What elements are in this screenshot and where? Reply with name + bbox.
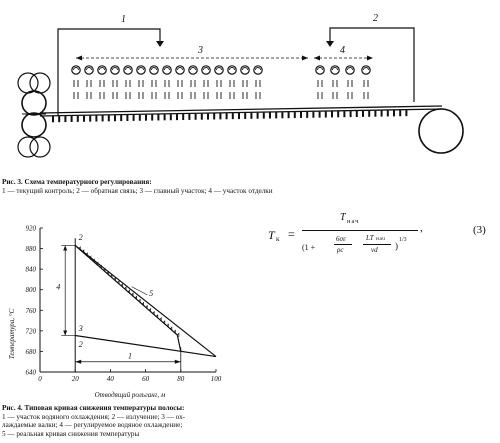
x-tick-label: 20: [71, 375, 79, 383]
lower-roller: [52, 116, 54, 122]
equation-3: [268, 210, 500, 270]
eq-main-fraction-bar: [302, 230, 418, 231]
y-tick-label: 920: [25, 224, 36, 233]
eq-equals: =: [288, 227, 295, 241]
sprayer-nozzle: [346, 66, 354, 99]
sprayer-nozzle: [124, 66, 132, 99]
curve-label-5: 5: [149, 288, 154, 298]
lower-roller: [126, 115, 128, 121]
sprayer-nozzle: [316, 66, 324, 99]
curve-label-4: 4: [56, 282, 61, 292]
lower-roller: [95, 116, 97, 122]
lower-roller: [133, 115, 135, 121]
x-tick-label: 100: [210, 375, 222, 383]
lower-roller: [151, 115, 153, 121]
x-tick-label: 80: [177, 375, 185, 383]
dimension-4-arrow-top: [63, 245, 67, 250]
eq-numerator-sub: нач: [347, 218, 360, 225]
lower-roller: [176, 114, 178, 120]
dimension-1-arrow-left: [75, 360, 81, 364]
eq-number: (3): [473, 224, 486, 236]
sprayer-nozzle: [228, 66, 236, 99]
lower-roller: [108, 115, 110, 121]
figure-3-caption-text: Схема температурного регулирования:: [24, 178, 152, 186]
eq-frac2-bar: [363, 244, 391, 245]
y-tick-label: 800: [25, 286, 36, 295]
sprayer-nozzle: [85, 66, 93, 99]
lower-roller: [275, 112, 277, 118]
lower-roller: [139, 115, 141, 121]
eq-comma: ,: [420, 222, 423, 234]
eq-exponent: 1/3: [399, 237, 407, 243]
lower-roller: [374, 111, 376, 117]
main-zone-label: 3: [198, 45, 203, 56]
temperature-control-schematic: [0, 0, 500, 178]
lower-roller: [319, 112, 321, 118]
lower-roller: [325, 112, 327, 118]
eq-lhs: T: [268, 228, 275, 242]
series-5-line: [75, 245, 181, 351]
figure-4-caption-line-3: 5 — реальная кривая снижения температуры: [2, 429, 140, 438]
water-sprayer-row: [72, 66, 370, 99]
sprayer-nozzle: [98, 66, 106, 99]
y-tick-label: 680: [25, 347, 36, 356]
figure-4-caption-line-2: лаждаемые валки; 4 — регулируемое водяное охлаждение;: [2, 421, 183, 430]
eq-frac2-den: vd: [371, 246, 378, 254]
lower-roller: [170, 114, 172, 120]
lower-roller: [195, 114, 197, 120]
eq-frac2-num: LT: [366, 234, 374, 242]
lower-roller: [399, 110, 401, 116]
lower-roller: [145, 115, 147, 121]
lower-roller: [182, 114, 184, 120]
lower-roller: [300, 112, 302, 118]
sprayer-nozzle: [362, 66, 370, 99]
chart-marks: [56, 233, 216, 372]
lower-roller: [114, 115, 116, 121]
sprayer-nozzle: [150, 66, 158, 99]
eq-den-open: (1 +: [302, 243, 316, 252]
sprayer-nozzle: [72, 66, 80, 99]
lower-roller: [219, 113, 221, 119]
lower-roller: [164, 114, 166, 120]
callout-1-label: 1: [121, 14, 126, 25]
lower-roller: [89, 116, 91, 122]
lower-roller: [405, 110, 407, 116]
y-tick-label: 720: [25, 327, 36, 336]
sprayer-nozzle: [189, 66, 197, 99]
lower-roller: [120, 115, 122, 121]
lower-roller: [83, 116, 85, 122]
lower-roller: [102, 115, 104, 121]
dimension-1-arrow-right: [175, 360, 181, 364]
lower-roller: [306, 112, 308, 118]
eq-frac1-num: 6σε: [336, 235, 346, 243]
series-2-line: [75, 245, 216, 356]
y-tick-label: 840: [25, 265, 36, 274]
figure-3-caption: [2, 178, 482, 195]
lower-roller: [368, 111, 370, 117]
lower-roller: [257, 113, 259, 119]
sprayer-nozzle: [111, 66, 119, 99]
figure-3-caption-title: Рис. 3.: [2, 178, 23, 186]
sprayer-nozzle: [215, 66, 223, 99]
lower-roller: [157, 114, 159, 120]
callout-2-label: 2: [373, 13, 378, 24]
curve-label-5-leader: [132, 287, 148, 295]
lower-roller: [238, 113, 240, 119]
figure-4-caption-text: Типовая кривая снижения температуры полосы:: [24, 404, 185, 412]
temperature-drop-chart: [0, 214, 240, 404]
figure-4-caption-title: Рис. 4.: [2, 404, 23, 412]
lower-roller: [294, 112, 296, 118]
sprayer-nozzle: [202, 66, 210, 99]
callout-1: [58, 14, 164, 116]
curve-label-2-lower: 2: [78, 339, 83, 349]
lower-roller: [381, 111, 383, 117]
y-axis-label: Температура, °С: [8, 308, 16, 360]
curve-label-3: 3: [78, 323, 83, 333]
x-axis-label: Отводящий рольганг, м: [94, 391, 166, 399]
lower-roller: [387, 110, 389, 116]
lower-roller: [244, 113, 246, 119]
finishing-zone-label: 4: [340, 45, 345, 56]
lower-roller: [226, 113, 228, 119]
lower-roller: [362, 111, 364, 117]
lower-roller: [250, 113, 252, 119]
lower-roller: [207, 114, 209, 120]
coiler-drum: [419, 109, 463, 153]
lower-roller: [350, 111, 352, 117]
x-tick-label: 60: [142, 375, 150, 383]
eq-den-close: ): [395, 241, 398, 251]
sprayer-nozzle: [137, 66, 145, 99]
lower-roller: [64, 116, 66, 122]
sprayer-nozzle: [241, 66, 249, 99]
dimension-4-arrow-bottom: [63, 330, 67, 335]
curve-label-2: 2: [78, 232, 83, 242]
figure-3-caption-legend: 1 — текущий контроль; 2 — обратная связь; 3 — главный участок; 4 — участок отделки: [2, 186, 273, 195]
lower-roller: [188, 114, 190, 120]
lower-roller: [288, 112, 290, 118]
finishing-zone-dimension: [314, 45, 373, 61]
lower-roller: [337, 111, 339, 117]
y-tick-label: 760: [25, 306, 36, 315]
eq-lhs-sub: к: [276, 235, 280, 243]
lower-roller: [331, 111, 333, 117]
figure-4-caption: [2, 404, 234, 438]
lower-roller: [201, 114, 203, 120]
lower-roller: [232, 113, 234, 119]
lower-roller: [58, 116, 60, 122]
lower-roller: [312, 112, 314, 118]
chart-axes: [26, 225, 222, 384]
x-tick-label: 40: [106, 375, 114, 383]
lower-roller: [269, 113, 271, 119]
lower-roller: [343, 111, 345, 117]
eq-numerator: T: [340, 212, 346, 223]
lower-roller: [77, 116, 79, 122]
y-tick-label: 640: [25, 368, 36, 377]
lower-roller: [263, 113, 265, 119]
x-tick-label: 0: [38, 375, 42, 383]
sprayer-nozzle: [176, 66, 184, 99]
curve-label-1: 1: [128, 351, 132, 361]
figure-4-caption-line-1: 1 — участок водяного охлаждения; 2 — излучение; 3 — ох-: [2, 412, 186, 421]
series-3-line: [75, 335, 216, 356]
lower-roller: [71, 116, 73, 122]
lower-roller: [213, 113, 215, 119]
y-tick-label: 880: [25, 245, 36, 254]
sprayer-nozzle: [254, 66, 262, 99]
main-zone-dimension: [76, 45, 308, 61]
eq-frac1-bar: [334, 244, 352, 245]
sprayer-nozzle: [331, 66, 339, 99]
lower-roller: [393, 110, 395, 116]
lower-roller: [281, 112, 283, 118]
eq-frac2-num-sub: нач: [376, 236, 386, 242]
mill-stand: [18, 73, 50, 157]
lower-roller: [356, 111, 358, 117]
eq-frac1-den: ρc: [337, 246, 344, 254]
sprayer-nozzle: [163, 66, 171, 99]
